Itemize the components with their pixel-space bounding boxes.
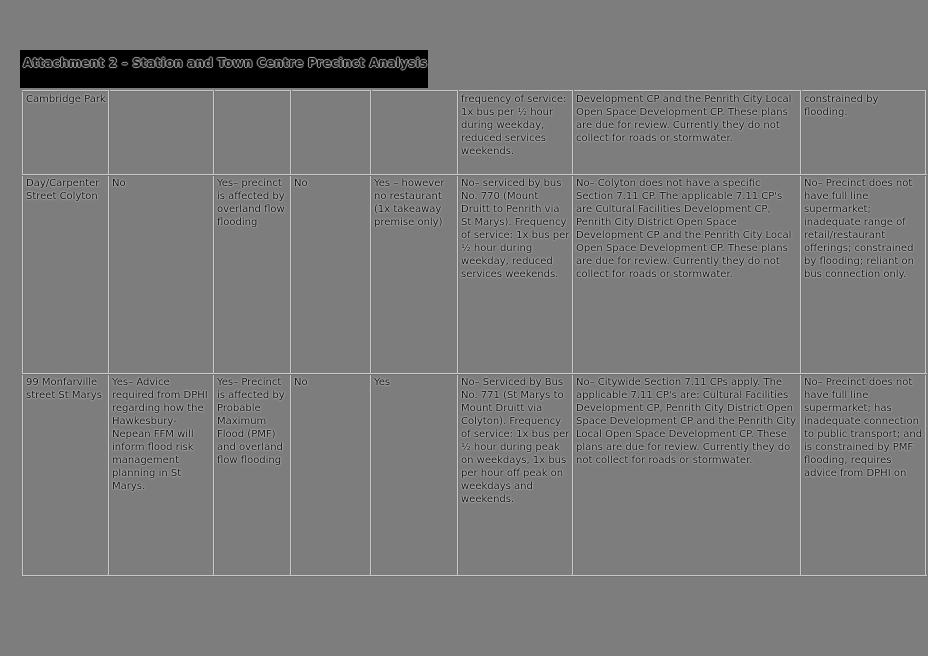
table-cell: No– serviced by bus No. 770 (Mount Druitt to Penrith via St Marys). Frequency of service: 1x bus per ½ hour during weekday, reduced services weekends.: [458, 175, 573, 374]
table-row-day-carpenter-street: [23, 175, 926, 374]
table-cell: No– Precinct does not have full line supermarket; inadequate range of retail/restaurant offerings; constrained by flooding; reliant on bus connection only.: [801, 175, 926, 374]
table-cell: Development CP and the Penrith City Local Open Space Development CP. These plans are due for review. Currently they do not collect for roads or stormwater.: [573, 91, 801, 175]
table-cell: Yes: [371, 374, 458, 576]
table-cell: Yes– precinct is affected by overland flow flooding: [214, 175, 291, 374]
table-row-monfarville-street: [23, 374, 926, 576]
table-cell: [109, 91, 214, 175]
table-cell: No: [291, 374, 371, 576]
table-cell: Yes– Precinct is affected by Probable Maximum Flood (PMF) and overland flow flooding: [214, 374, 291, 576]
precinct-analysis-table: [22, 90, 927, 577]
table-cell: Yes – however no restaurant (1x takeaway premise only): [371, 175, 458, 374]
table-cell: frequency of service: 1x bus per ½ hour during weekday, reduced services weekends.: [458, 91, 573, 175]
page-title: Attachment 2 – Station and Town Centre Precinct Analysis: [23, 56, 428, 70]
table-cell: [214, 91, 291, 175]
table-cell: Yes– Advice required from DPHI regarding how the Hawkesbury-Nepean FFM will inform flood risk management planning in St Marys.: [109, 374, 214, 576]
table-cell: No: [109, 175, 214, 374]
table-cell: [371, 91, 458, 175]
cell-precinct-name: Cambridge Park: [23, 91, 109, 175]
table-cell: constrained by flooding.: [801, 91, 926, 175]
table-row-cambridge-park: [23, 91, 926, 175]
table-cell: No– Precinct does not have full line supermarket; has inadequate connection to public transport; and is constrained by PMF flooding, requires advice from DPHI on: [801, 374, 926, 576]
cell-precinct-name: 99 Monfarville street St Marys: [23, 374, 109, 576]
table-cell: [291, 91, 371, 175]
title-highlight-band: [20, 50, 428, 88]
table-cell: No– Colyton does not have a specific Section 7.11 CP. The applicable 7.11 CP's are Cultural Facilities Development CP, Penrith City District Open Space Development CP and the Penrith City Local Open Space Development CP. These plans are due for review. Currently they do not collect for roads or stormwater.: [573, 175, 801, 374]
table-cell: No– Citywide Section 7.11 CPs apply. The applicable 7.11 CP's are: Cultural Facilities Development CP, Penrith City District Open Space Development CP and the Penrith City Local Open Space Development CP. These plans are due for review. Currently they do not collect for roads or stormwater.: [573, 374, 801, 576]
cell-precinct-name: Day/Carpenter Street Colyton: [23, 175, 109, 374]
table-cell: No– Serviced by Bus No. 771 (St Marys to Mount Druitt via Colyton). Frequency of service: 1x bus per ½ hour during peak on weekdays, 1x bus per hour off peak on weekdays and weekends.: [458, 374, 573, 576]
table-cell: No: [291, 175, 371, 374]
